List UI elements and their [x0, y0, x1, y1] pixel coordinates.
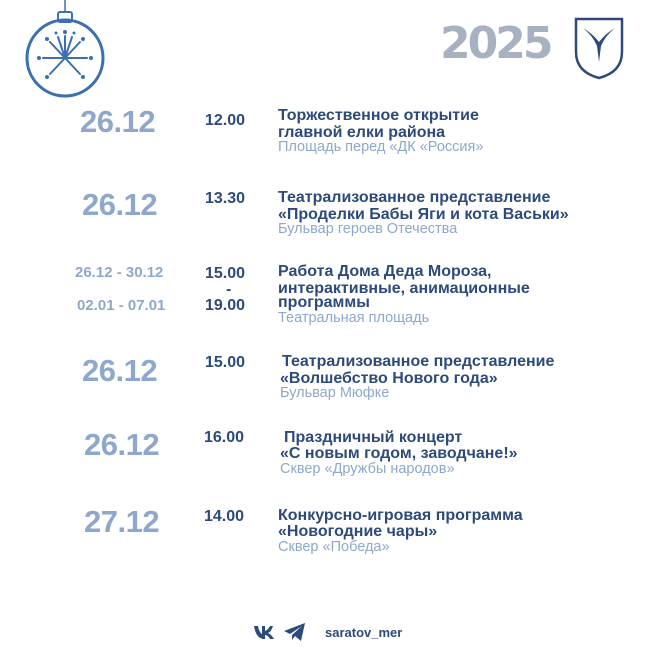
event-title-line: «Волшебство Нового года» — [280, 370, 498, 387]
event-time-end: 19.00 — [205, 297, 246, 314]
event-title-line: Театрализованное представление — [282, 353, 555, 370]
event-date: 26.12 — [82, 353, 158, 388]
event-time: 15.00 — [205, 354, 246, 371]
event-time: 13.30 — [205, 190, 246, 207]
event-time-start: 15.00 — [205, 265, 246, 282]
event-row — [0, 185, 650, 245]
event-title-line: Праздничный концерт — [284, 429, 463, 446]
event-row — [0, 504, 650, 564]
event-place: Театральная площадь — [278, 310, 430, 326]
event-time: 12.00 — [205, 112, 246, 129]
event-title-line: «Проделки Бабы Яги и кота Васьки» — [278, 206, 569, 223]
event-place: Сквер «Дружбы народов» — [280, 461, 455, 477]
event-row — [0, 427, 650, 487]
saratov-coat-of-arms-icon — [573, 16, 625, 80]
event-place: Бульвар героев Отечества — [278, 221, 458, 237]
event-place: Бульвар Мюфке — [280, 385, 390, 401]
event-date: 26.12 — [84, 427, 160, 462]
event-time: 14.00 — [204, 508, 245, 525]
event-time-separator: - — [226, 281, 232, 298]
event-title-line: Театрализованное представление — [278, 189, 551, 206]
event-date-range: 26.12 - 30.12 — [75, 264, 164, 281]
event-row — [0, 104, 650, 164]
event-place: Площадь перед «ДК «Россия» — [278, 139, 484, 155]
telegram-icon[interactable] — [283, 622, 307, 642]
social-footer — [253, 620, 402, 644]
event-date: 27.12 — [84, 504, 160, 539]
christmas-ornament-icon — [20, 0, 110, 104]
event-title-line: программы — [278, 294, 370, 311]
event-row — [0, 262, 650, 332]
year-logo: 2025 — [440, 18, 551, 69]
event-row — [0, 351, 650, 411]
event-title-line: «С новым годом, заводчане!» — [280, 445, 518, 462]
event-date: 26.12 — [82, 187, 158, 222]
event-title-line: «Новогодние чары» — [278, 523, 438, 540]
social-handle[interactable]: saratov_mer — [325, 624, 403, 640]
vk-icon[interactable] — [253, 622, 277, 642]
event-title-line: интерактивные, анимационные — [278, 280, 530, 297]
event-title-line: главной елки района — [278, 124, 446, 141]
event-date: 26.12 — [80, 104, 156, 139]
event-time: 16.00 — [204, 429, 245, 446]
event-date-range: 02.01 - 07.01 — [77, 297, 166, 314]
event-title-line: Работа Дома Деда Мороза, — [278, 263, 492, 280]
event-place: Сквер «Победа» — [278, 539, 390, 555]
event-title-line: Конкурсно-игровая программа — [278, 507, 523, 524]
event-title-line: Торжественное открытие — [278, 107, 479, 124]
